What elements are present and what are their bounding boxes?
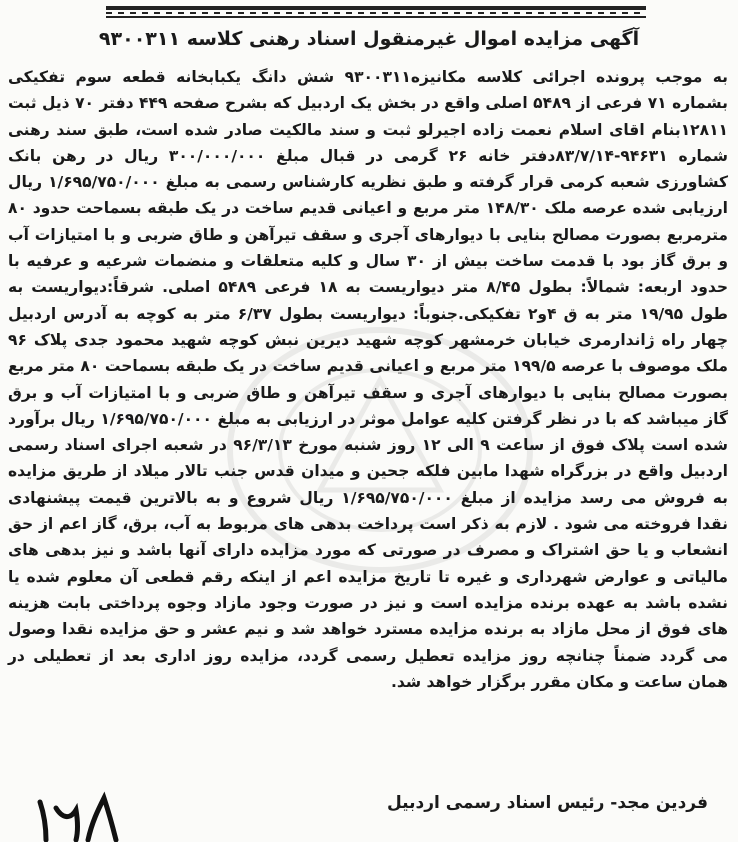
handwritten-number-stamp bbox=[30, 788, 120, 842]
signature-line: فردین مجد- رئیس اسناد رسمی اردبیل bbox=[386, 793, 708, 813]
notice-title: آگهی مزایده اموال غیرمنقول اسناد رهنی کلاسه ۹۳۰۰۳۱۱ bbox=[98, 28, 640, 50]
top-decorative-border bbox=[106, 6, 646, 18]
notice-body: به موجب پرونده اجرائی کلاسه مکانیزه۹۳۰۰۳۱۱ شش دانگ یکبابخانه قطعه سوم تفکیکی بشماره ۷۱ فرعی از ۵۴۸۹ اصلی واقع در بخش یک اردبیل که بشرح صفحه ۴۴۹ دفتر ۷۰ ذیل ثبت ۱۲۸۱۱بنام اقای اسلام نعمت زاده اجیرلو ثبت و سند مالکیت صادر شده است، طبق سند رهنی شماره ۹۴۶۳۱-۸۳/۷/۱۴دفتر خانه ۲۶ گرمی در قبال مبلغ ۳۰۰/۰۰۰/۰۰۰ ریال در رهن بانک کشاورزی شعبه کرمی قرار گرفته و طبق نظریه کارشناس رسمی به مبلغ ۱/۶۹۵/۷۵۰/۰۰۰ ریال ارزیابی شده عرصه ملک ۱۴۸/۳۰ متر مربع و اعیانی قدیم ساخت در یک طبقه بسماحت حدود ۸۰ مترمربع بصورت مصالح بنایی با دیوارهای آجری و سقف تیرآهن و طاق ضربی و با امتیازات آب و برق گاز بود با قدمت ساخت بیش از ۳۰ سال و کلیه متعلقات و منضمات شرعیه و عرفیه با حدود اربعه: شمالاً: بطول ۸/۴۵ متر دیواریست به ۱۸ فرعی ۵۴۸۹ اصلی. شرقاً:دیواریست به طول ۱۹/۹۵ متر به ق ۴و۲ تفکیکی.جنوباً: دیواریست بطول ۶/۳۷ متر به کوچه به آدرس اردبیل چهار راه ژاندارمری خیابان خرمشهر کوچه شهید دیرین نبش کوچه شهید محمود جدی پلاک ۹۶ ملک موصوف با عرصه ۱۹۹/۵ متر مربع و اعیانی قدیم ساخت در یک طبقه بسماحت ۸۰ متر مربع بصورت مصالح بنایی با دیوارهای آجری و سقف تیرآهن و طاق ضربی و با امتیازات آب و برق گاز میباشد که با در نظر گرفتن کلیه عوامل موثر در ارزیابی به مبلغ ۱/۶۹۵/۷۵۰/۰۰۰ ریال برآورد شده است پلاک فوق از ساعت ۹ الی ۱۲ روز شنبه مورخ ۹۶/۳/۱۳ در شعبه اجرای اسناد رسمی اردبیل واقع در بزرگراه شهدا مابین فلکه جحین و میدان قدس جنب تالار میلاد از طریق مزایده به فروش می رسد مزایده از مبلغ ۱/۶۹۵/۷۵۰/۰۰۰ ریال شروع و به بالاترین قیمت پیشنهادی نقدا فروخته می شود . لازم به ذکر است پرداخت بدهی های مربوط به آب، برق، گاز اعم از حق انشعاب و یا حق اشتراک و مصرف در صورتی که مورد مزایده دارای آنها باشد و نیز بدهی های مالیاتی و عوارض شهرداری و غیره تا تاریخ مزایده اعم از اینکه رقم قطعی آن معلوم شده یا نشده باشد به عهده برنده مزایده است و نیز در صورت وجود مازاد وجوه پرداختی بابت هزینه های فوق از محل مازاد به برنده مزایده مسترد خواهد شد و نیم عشر و حق مزایده نقدا وصول می گردد ضمناً چنانچه روز مزایده تعطیل رسمی گردد، مزایده روز اداری بعد از تعطیلی در همان ساعت و مکان مقرر برگزار خواهد شد. bbox=[8, 68, 729, 691]
handwritten-number-icon bbox=[30, 788, 120, 842]
